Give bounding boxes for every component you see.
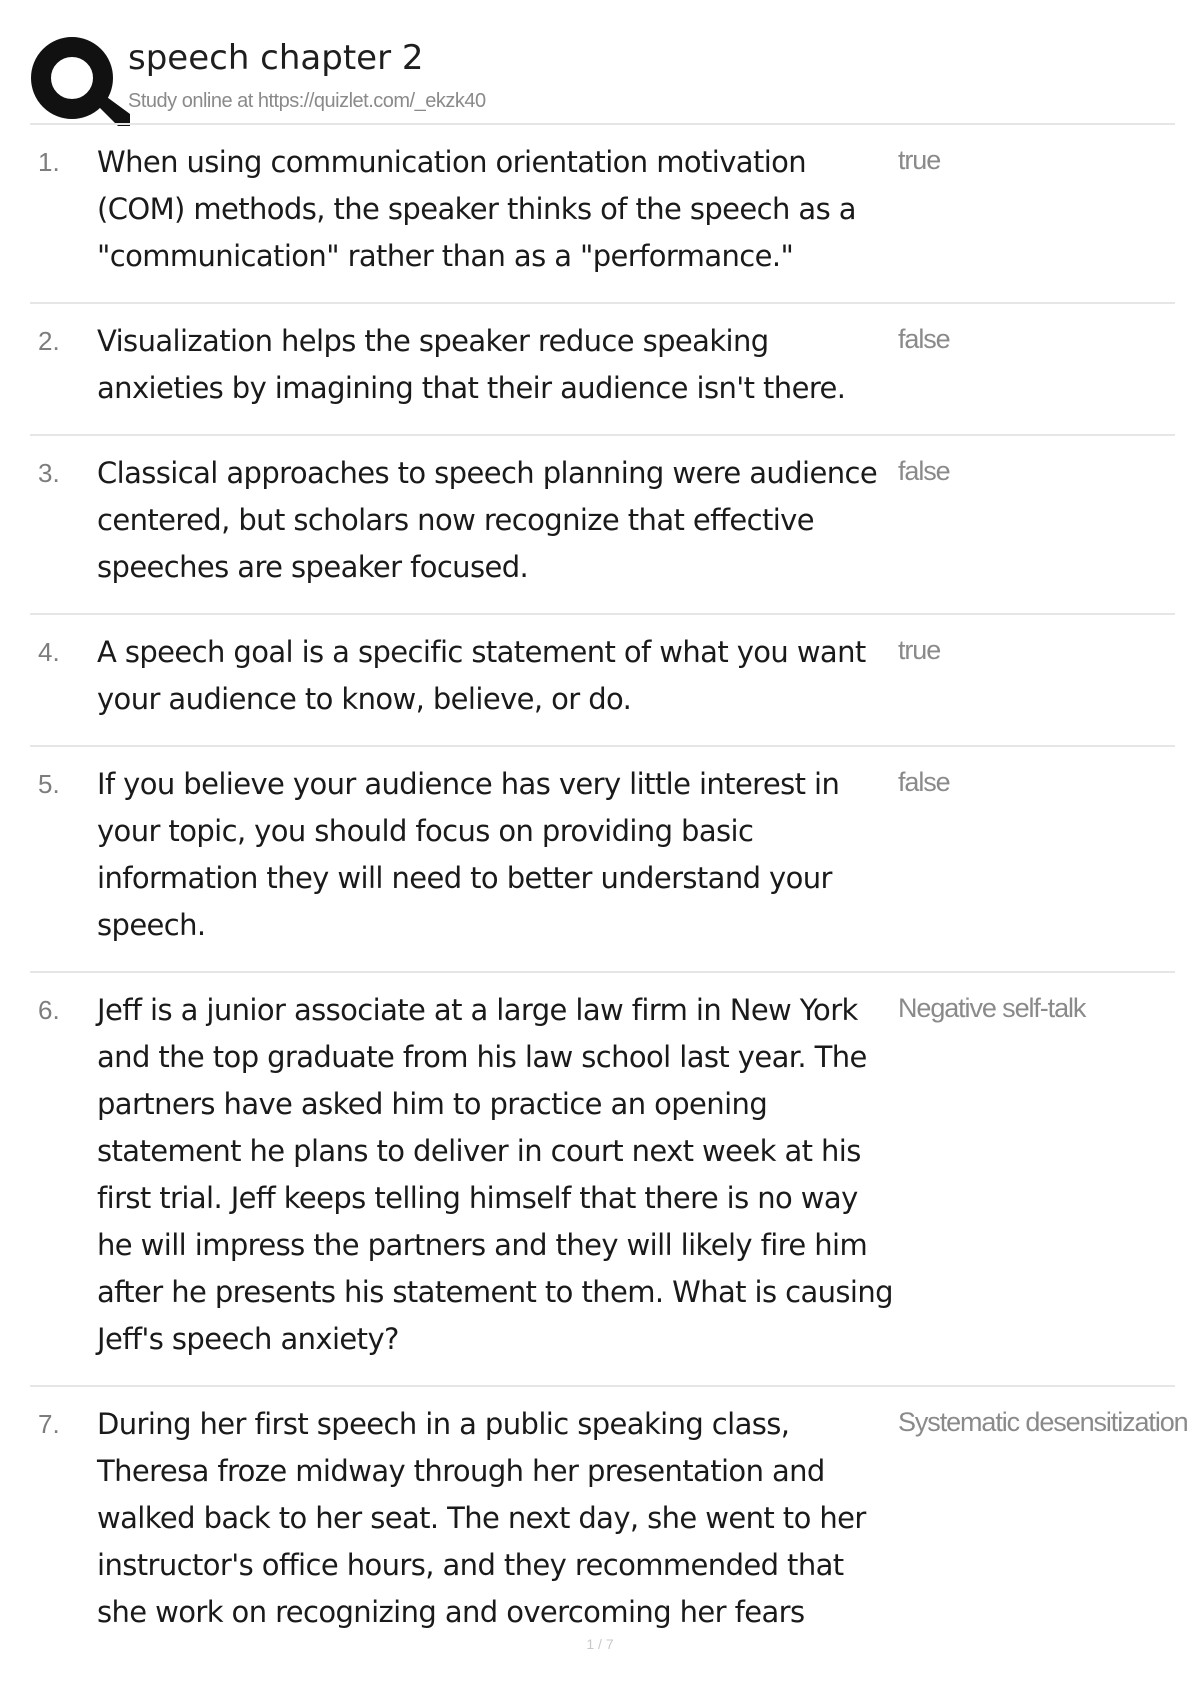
card-answer: true [898, 635, 941, 665]
card-question: A speech goal is a specific statement of what you want your audience to know, believe, or do. [97, 635, 866, 716]
card-answer: false [898, 456, 950, 486]
flashcard-row [30, 1385, 1188, 1636]
card-answer: Systematic desensitization [898, 1407, 1188, 1437]
flashcard-row [30, 123, 1175, 302]
card-number: 4. [38, 637, 60, 667]
card-answer: Negative self-talk [898, 993, 1086, 1023]
card-question: During her first speech in a public speaking class, Theresa froze midway through her presentation and walked back to her seat. The next day, she went to her instructor's office hours, and they recommended that she work on recognizing and overcoming her fears [97, 1407, 866, 1629]
card-number: 6. [38, 995, 60, 1025]
card-number: 1. [38, 147, 60, 177]
study-online-link[interactable]: Study online at https://quizlet.com/_ekzk40 [128, 90, 486, 112]
flashcard-row [30, 745, 1175, 971]
card-answer: false [898, 767, 950, 797]
card-question: Visualization helps the speaker reduce speaking anxieties by imagining that their audience isn't there. [97, 324, 846, 405]
document-header [30, 30, 1180, 120]
flashcard-list [30, 123, 1188, 1636]
card-number: 5. [38, 769, 60, 799]
flashcard-row [30, 434, 1175, 613]
page-number: 1 / 7 [586, 1636, 614, 1652]
card-answer: true [898, 145, 941, 175]
card-answer: false [898, 324, 950, 354]
flashcard-row [30, 613, 1175, 745]
card-question: When using communication orientation motivation (COM) methods, the speaker thinks of the speech as a "communication" rather than as a "performance." [97, 145, 856, 273]
card-number: 7. [38, 1409, 60, 1439]
quizlet-logo-icon [30, 36, 136, 126]
card-number: 3. [38, 458, 60, 488]
card-number: 2. [38, 326, 60, 356]
card-question: Jeff is a junior associate at a large law firm in New York and the top graduate from his law school last year. The partners have asked him to practice an opening statement he plans to deliver in court next week at his first trial. Jeff keeps telling himself that there is no way he will impress the partners and they will likely fire him after he presents his statement to them. What is causing Jeff's speech anxiety? [97, 993, 893, 1356]
card-question: Classical approaches to speech planning were audience centered, but scholars now recognize that effective speeches are speaker focused. [97, 456, 878, 584]
flashcard-row [30, 302, 1175, 434]
flashcard-row [30, 971, 1175, 1385]
document-title: speech chapter 2 [128, 38, 424, 78]
card-question: If you believe your audience has very little interest in your topic, you should focus on providing basic information they will need to better understand your speech. [97, 767, 840, 942]
